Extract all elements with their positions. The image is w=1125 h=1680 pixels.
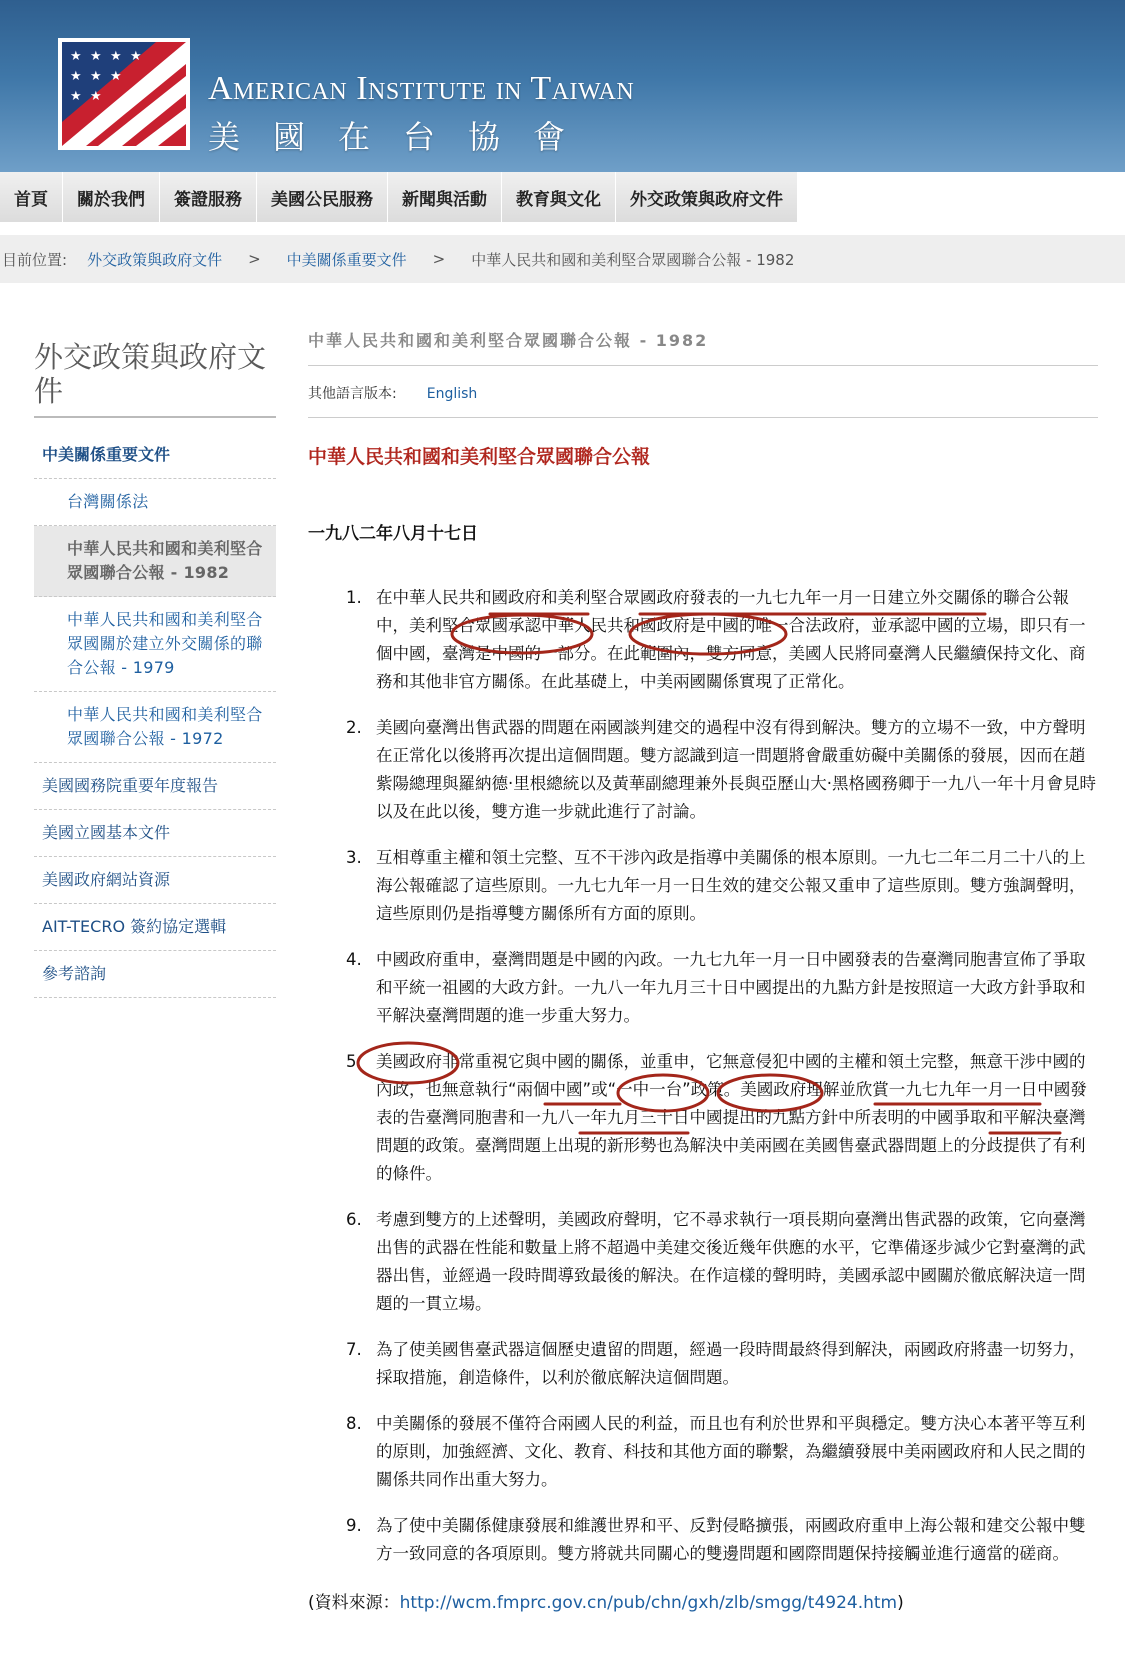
article-text: 在中華人民共和國政府和美利堅合眾國政府發表的一九七九年一月一日建立外交關係的聯合公報中，美利堅合眾國承認中華人民共和國政府是中國的唯一合法政府，並承認中國的立場，即只有一個中國，臺灣是中國的一部分。在此範圍內，雙方同意，美國人民將同臺灣人民繼續保持文化、商務和其他非官方關係。在此基礎上，中美兩國關係實現了正常化。: [376, 588, 1086, 691]
main-content: [308, 328, 1098, 1613]
breadcrumb-link-policy[interactable]: 外交政策與政府文件: [87, 250, 223, 269]
svg-text:★: ★: [70, 69, 82, 84]
brand-name-chinese: 美國在台協會: [208, 118, 599, 156]
breadcrumb-current: 中華人民共和國和美利堅合眾國聯合公報 - 1982: [471, 250, 795, 269]
other-language-label: 其他語言版本:: [308, 386, 397, 402]
main-nav: [0, 172, 1125, 224]
breadcrumb-link-documents[interactable]: 中美關係重要文件: [286, 250, 407, 269]
article-text: 考慮到雙方的上述聲明，美國政府聲明，它不尋求執行一項長期向臺灣出售武器的政策，它向臺灣出售的武器在性能和數量上將不超過中美建交後近幾年供應的水平，它準備逐步減少它對臺灣的武器出售，並經過一段時間導致最後的解決。在作這樣的聲明時，美國承認中國關於徹底解決這一問題的一貫立場。: [376, 1210, 1086, 1313]
article-text: 為了使中美關係健康發展和維護世界和平、反對侵略擴張，兩國政府重申上海公報和建交公報中雙方一致同意的各項原則。雙方將就共同關心的雙邊問題和國際問題保持接觸並進行適當的磋商。: [376, 1516, 1086, 1563]
article-number: 8.: [346, 1414, 362, 1433]
document-title: 中華人民共和國和美利堅合眾國聯合公報: [308, 446, 651, 468]
sidebar-subitem-communique-1979[interactable]: 中華人民共和國和美利堅合眾國關於建立外交關係的聯合公報 - 1979: [34, 597, 276, 692]
english-version-link[interactable]: English: [426, 386, 478, 402]
other-language-row: [308, 366, 1098, 418]
article-number: 1.: [346, 588, 362, 607]
article-number: 6.: [346, 1210, 362, 1229]
breadcrumb-separator: >: [432, 250, 446, 268]
article-text: 互相尊重主權和領土完整、互不干涉內政是指導中美關係的根本原則。一九七二年二月二十八的上海公報確認了這些原則。一九七九年一月一日生效的建交公報又重申了這些原則。雙方強調聲明，這些原則仍是指導雙方關係所有方面的原則。: [376, 848, 1086, 923]
sidebar-item-ait-tecro[interactable]: AIT-TECRO 簽約協定選輯: [34, 904, 276, 951]
svg-text:★: ★: [90, 89, 102, 104]
article-number: 7.: [346, 1340, 362, 1359]
breadcrumb-label: 目前位置:: [2, 250, 68, 269]
source-citation: [308, 1588, 1098, 1613]
nav-visa[interactable]: 簽證服務: [160, 172, 257, 222]
article-text: 為了使美國售臺武器這個歷史遺留的問題，經過一段時間最終得到解決，兩國政府將盡一切努力，採取措施，創造條件，以利於徹底解決這個問題。: [376, 1340, 1086, 1387]
site-header: [0, 0, 1125, 172]
sidebar-subitem-communique-1972[interactable]: 中華人民共和國和美利堅合眾國聯合公報 - 1972: [34, 692, 276, 763]
article-text: 美國向臺灣出售武器的問題在兩國談判建交的過程中沒有得到解決。雙方的立場不一致，中方聲明在正常化以後將再次提出這個問題。雙方認識到這一問題將會嚴重妨礙中美關係的發展，因而在趙紫陽總理與羅納德·里根總統以及黃華副總理兼外長與亞歷山大·黑格國務卿于一九八一年十月會見時以及在此以後，雙方進一步就此進行了討論。: [376, 718, 1096, 821]
breadcrumb: [0, 235, 1125, 283]
brand-name-english: American Institute in Taiwan: [208, 70, 635, 107]
article-number: 4.: [346, 950, 362, 969]
article-list: [308, 584, 1098, 1568]
nav-education[interactable]: 教育與文化: [502, 172, 616, 222]
svg-text:★: ★: [90, 69, 102, 84]
article-text: 中國政府重申，臺灣問題是中國的內政。一九七九年一月一日中國發表的告臺灣同胞書宣佈了爭取和平統一祖國的大政方針。一九八一年九月三十日中國提出的九點方針是按照這一大政方針爭取和平解決臺灣問題的進一步重大努力。: [376, 950, 1086, 1025]
sidebar-item-reference[interactable]: 參考諮詢: [34, 951, 276, 998]
sidebar: [34, 340, 276, 998]
sidebar-item-gov-websites[interactable]: 美國政府網站資源: [34, 857, 276, 904]
sidebar-title: 外交政策與政府文件: [34, 340, 276, 418]
svg-text:★: ★: [110, 69, 122, 84]
svg-text:★: ★: [110, 49, 122, 64]
sidebar-item-founding-documents[interactable]: 美國立國基本文件: [34, 810, 276, 857]
svg-text:★: ★: [70, 89, 82, 104]
page-title: 中華人民共和國和美利堅合眾國聯合公報 - 1982: [308, 328, 1098, 366]
article-number: 5.: [346, 1052, 362, 1071]
sidebar-subitem-communique-1982[interactable]: 中華人民共和國和美利堅合眾國聯合公報 - 1982: [34, 526, 276, 597]
nav-news[interactable]: 新聞與活動: [388, 172, 502, 222]
document-date: 一九八二年八月十七日: [308, 524, 478, 544]
list-item: [308, 1336, 1098, 1392]
ait-flag-logo-icon[interactable]: [58, 38, 190, 150]
list-item: [308, 714, 1098, 826]
sidebar-subitem-taiwan-relations-act[interactable]: 台灣關係法: [34, 479, 276, 526]
svg-text:★: ★: [90, 49, 102, 64]
list-item: [308, 1048, 1098, 1188]
svg-text:★: ★: [70, 49, 82, 64]
article-number: 9.: [346, 1516, 362, 1535]
nav-policy[interactable]: 外交政策與政府文件: [616, 172, 798, 222]
source-link[interactable]: http://wcm.fmprc.gov.cn/pub/chn/gxh/zlb/smgg/t4924.htm: [399, 1593, 898, 1613]
sidebar-item-key-documents[interactable]: 中美關係重要文件: [34, 432, 276, 479]
nav-citizen-services[interactable]: 美國公民服務: [257, 172, 388, 222]
list-item: [308, 1410, 1098, 1494]
article-text: 中美關係的發展不僅符合兩國人民的利益，而且也有利於世界和平與穩定。雙方決心本著平等互利的原則，加強經濟、文化、教育、科技和其他方面的聯繫，為繼續發展中美兩國政府和人民之間的關係共同作出重大努力。: [376, 1414, 1086, 1489]
list-item: [308, 1206, 1098, 1318]
list-item: [308, 946, 1098, 1030]
svg-text:★: ★: [130, 49, 142, 64]
nav-about[interactable]: 關於我們: [63, 172, 160, 222]
source-suffix: ): [897, 1593, 904, 1613]
source-prefix: (資料來源：: [308, 1593, 400, 1613]
sidebar-item-annual-reports[interactable]: 美國國務院重要年度報告: [34, 763, 276, 810]
list-item: [308, 844, 1098, 928]
breadcrumb-separator: >: [248, 250, 261, 268]
list-item: [308, 584, 1098, 696]
article-number: 3.: [346, 848, 362, 867]
article-text: 美國政府非常重視它與中國的關係，並重申，它無意侵犯中國的主權和領土完整，無意干涉中國的內政，也無意執行“兩個中國”或“一中一台”政策。美國政府理解並欣賞一九七九年一月一日中國發表的告臺灣同胞書和一九八一年九月三十日中國提出的九點方針中所表明的中國爭取和平解決臺灣問題的政策。臺灣問題上出現的新形勢也為解決中美兩國在美國售臺武器問題上的分歧提供了有利的條件。: [376, 1052, 1087, 1183]
article-number: 2.: [346, 718, 362, 737]
list-item: [308, 1512, 1098, 1568]
nav-home[interactable]: 首頁: [0, 172, 63, 222]
